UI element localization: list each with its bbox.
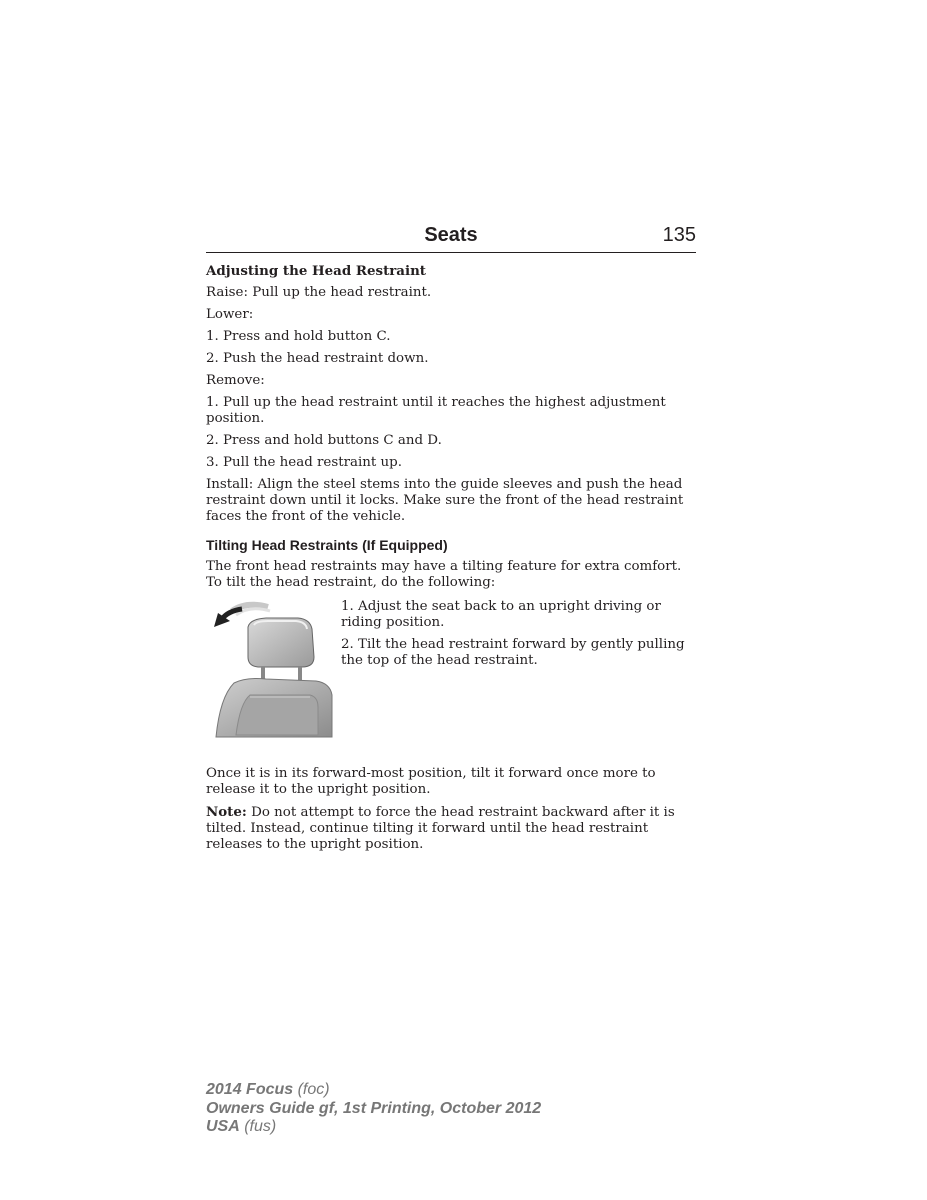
install-instruction: Install: Align the steel stems into the guide sleeves and push the head restraint down until it locks. Make sure the front of the head restraint faces the front of the vehicle.: [206, 477, 684, 524]
footer-line-guide: Owners Guide gf, 1st Printing, October 2012: [206, 1099, 542, 1117]
footer-line-region: [206, 1118, 541, 1137]
note-paragraph: [206, 804, 696, 853]
remove-step-2: 2. Press and hold buttons C and D.: [206, 433, 442, 448]
head-restraint-tilt-illustration: [206, 597, 336, 742]
remove-step-3: 3. Pull the head restraint up.: [206, 455, 402, 470]
tilt-figure-row: [206, 597, 696, 752]
note-label: Note:: [206, 804, 247, 820]
lower-step-2: 2. Push the head restraint down.: [206, 351, 429, 366]
footer-model: 2014 Focus: [206, 1081, 294, 1098]
tilt-steps: [341, 599, 696, 675]
remove-label: Remove:: [206, 373, 265, 388]
remove-step-1: 1. Pull up the head restraint until it reaches the highest adjustment position.: [206, 395, 666, 426]
footer-region: USA: [206, 1118, 240, 1135]
raise-instruction: Raise: Pull up the head restraint.: [206, 285, 432, 300]
section-heading-adjusting: Adjusting the Head Restraint: [206, 263, 426, 279]
page-number: 135: [662, 224, 696, 246]
tilt-step-2: 2. Tilt the head restraint forward by gently pulling the top of the head restraint.: [341, 637, 685, 668]
manual-page: [206, 222, 696, 859]
note-text: Do not attempt to force the head restraint backward after it is tilted. Instead, continue tilting it forward until the head restraint releases to the upright position.: [206, 805, 675, 852]
lower-step-1: 1. Press and hold button C.: [206, 329, 391, 344]
footer-model-code: (foc): [293, 1081, 330, 1098]
page-body: [206, 263, 696, 853]
footer-region-code: (fus): [239, 1118, 277, 1135]
tilt-step-1: 1. Adjust the seat back to an upright driving or riding position.: [341, 599, 661, 630]
tilting-intro: The front head restraints may have a tilting feature for extra comfort. To tilt the head restraint, do the following:: [206, 559, 682, 590]
chapter-title: Seats: [424, 224, 478, 246]
page-header: [206, 222, 696, 253]
page-footer: [206, 1081, 541, 1137]
section-heading-tilting: Tilting Head Restraints (If Equipped): [206, 537, 448, 553]
forward-most-instruction: Once it is in its forward-most position, tilt it forward once more to release it to the upright position.: [206, 766, 656, 797]
lower-label: Lower:: [206, 307, 254, 322]
footer-line-model: [206, 1081, 541, 1100]
